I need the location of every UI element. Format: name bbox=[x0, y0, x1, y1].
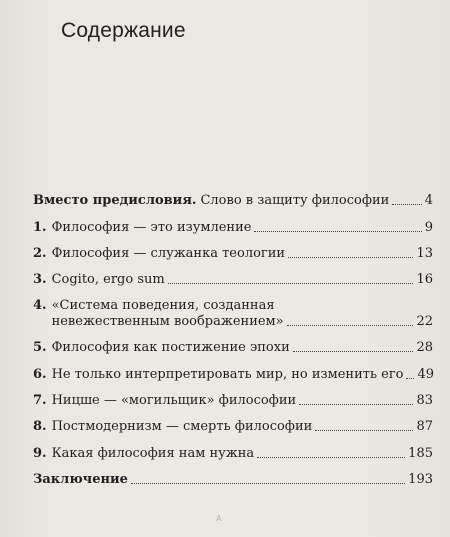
dot-leader bbox=[168, 283, 414, 284]
toc-entry-5 bbox=[33, 330, 433, 356]
toc-entry-9 bbox=[33, 435, 433, 461]
dot-leader bbox=[392, 204, 421, 205]
toc-entry-title-block bbox=[52, 288, 433, 330]
toc-entry-6 bbox=[33, 356, 433, 382]
toc-entry-title: Философия — это изумление bbox=[51, 219, 252, 235]
toc-entry-page: 4 bbox=[424, 193, 433, 209]
dot-leader bbox=[406, 378, 414, 379]
toc-entry-8 bbox=[33, 409, 433, 435]
toc-entry-preface bbox=[33, 183, 433, 209]
dot-leader bbox=[288, 257, 413, 258]
toc-entry-title: Ницше — «могильщик» философии bbox=[51, 393, 297, 409]
toc-entry-number: 3. bbox=[33, 272, 47, 288]
toc-entry-title: Какая философия нам нужна bbox=[51, 445, 255, 461]
toc-entry-page: 49 bbox=[417, 366, 435, 382]
toc-entry-7 bbox=[33, 383, 433, 409]
toc-entry-number: 4. bbox=[33, 298, 47, 314]
toc-entry-number: 2. bbox=[33, 245, 47, 261]
toc-entry-page: 87 bbox=[416, 419, 433, 435]
table-of-contents bbox=[33, 183, 433, 488]
page-footer-mark: A bbox=[216, 514, 222, 523]
toc-entry-title: Философия — служанка теологии bbox=[51, 245, 286, 261]
dot-leader bbox=[254, 231, 421, 232]
dot-leader bbox=[287, 325, 414, 326]
toc-entry-page: 16 bbox=[416, 272, 433, 288]
toc-entry-number: 5. bbox=[33, 340, 47, 356]
toc-entry-4 bbox=[33, 288, 433, 330]
toc-entry-title: Cogito, ergo sum bbox=[51, 272, 165, 288]
toc-entry-bold-label: Вместо предисловия. bbox=[33, 193, 197, 209]
toc-entry-number: 8. bbox=[33, 419, 47, 435]
toc-entry-number: 6. bbox=[33, 366, 47, 382]
toc-entry-bold-label: Заключение bbox=[33, 471, 128, 487]
toc-entry-title: Не только интерпретировать мир, но изменить его bbox=[51, 366, 404, 382]
toc-entry-conclusion bbox=[33, 462, 433, 488]
toc-entry-page: 22 bbox=[416, 314, 433, 330]
toc-entry-number: 7. bbox=[33, 393, 47, 409]
dot-leader bbox=[257, 457, 405, 458]
toc-entry-number: 9. bbox=[33, 445, 47, 461]
dot-leader bbox=[315, 430, 413, 431]
toc-entry-2 bbox=[33, 236, 433, 262]
page-title: Содержание bbox=[61, 19, 186, 42]
dot-leader bbox=[293, 351, 414, 352]
toc-entry-title: Слово в защиту философии bbox=[200, 193, 390, 209]
toc-entry-page: 83 bbox=[416, 393, 433, 409]
toc-entry-title-line1: «Система поведения, созданная bbox=[51, 298, 275, 314]
toc-entry-page: 28 bbox=[416, 340, 433, 356]
toc-entry-title-line2-row bbox=[52, 314, 433, 330]
dot-leader bbox=[299, 404, 413, 405]
toc-entry-number: 1. bbox=[33, 219, 47, 235]
dot-leader bbox=[131, 483, 405, 484]
toc-entry-3 bbox=[33, 262, 433, 288]
toc-entry-title: Постмодернизм — смерть философии bbox=[51, 419, 313, 435]
toc-entry-title: Философия как постижение эпохи bbox=[51, 340, 290, 356]
toc-entry-title-line2: невежественным воображением» bbox=[51, 314, 284, 330]
toc-entry-page: 9 bbox=[424, 219, 433, 235]
toc-entry-page: 193 bbox=[408, 471, 433, 487]
toc-entry-page: 185 bbox=[408, 445, 433, 461]
toc-entry-page: 13 bbox=[416, 245, 433, 261]
toc-entry-1 bbox=[33, 209, 433, 235]
